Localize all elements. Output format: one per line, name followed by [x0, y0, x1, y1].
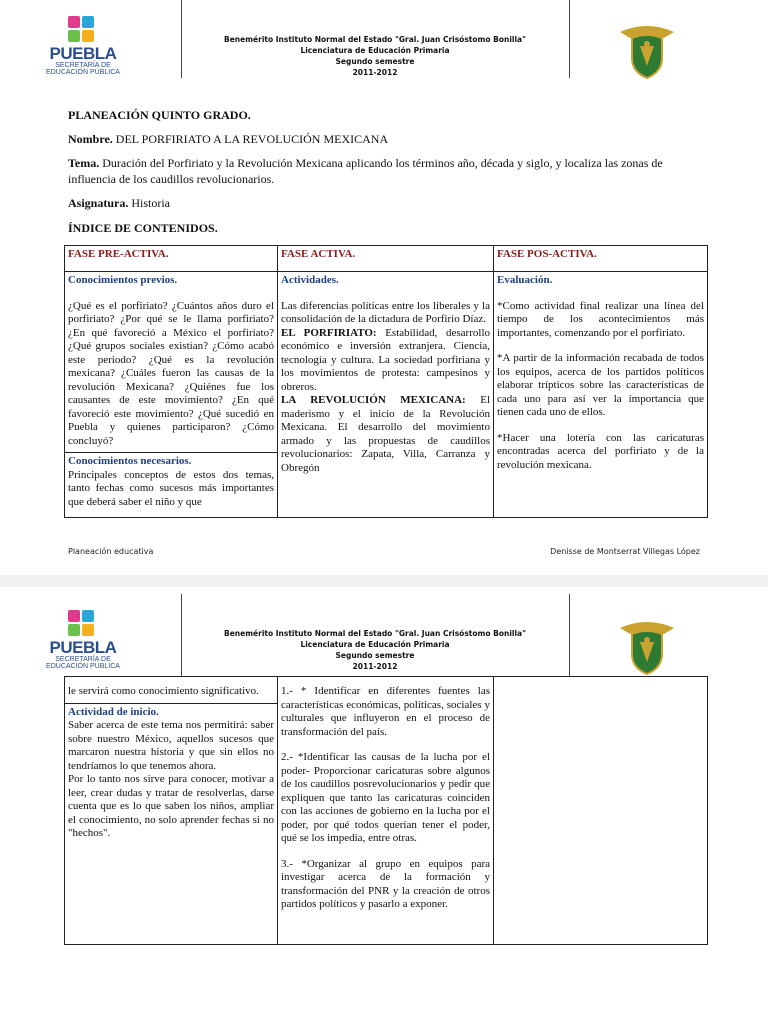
phase-pre-activa [65, 246, 278, 272]
logo-subtext-line1-2: SECRETARÍA DE [55, 656, 111, 663]
nombre-label: Nombre. [68, 132, 113, 146]
content-table-page2 [64, 676, 708, 945]
pre-activa-cell [65, 272, 278, 518]
header-degree-2: Licenciatura de Educación Primaria [300, 640, 450, 649]
phase-act-label: FASE ACTIVA. [281, 248, 356, 260]
conocimientos-previos-heading: Conocimientos previos. [68, 274, 178, 286]
conocimientos-previos-text: ¿Qué es el porfiriato? ¿Cuántos años duro el porfiriato? ¿Por qué se le llama porfiriato? ¿En qué favoreció a México el porfiriato? ¿Qué grupos sociales existían? ¿Cómo acabó este periodo? ¿Qué es la revolución mexicana? ¿Cuáles fueron las causas de la revolución Mexicana? ¿Quiénes fue los causantes de este movimiento? ¿En qué favoreció este movimiento? ¿Qué sucedió en Puebla y quienes participaron? ¿Cómo concluyó? [68, 299, 274, 447]
tema-value: Duración del Porfiriato y la Revolución Mexicana aplicando los términos año, década y siglo, y localiza las zonas de influencia de los caudillos revolucionarios. [68, 156, 663, 186]
phase-pre-label: FASE PRE-ACTIVA. [68, 248, 169, 260]
header-year-2: 2011-2012 [352, 662, 398, 671]
evaluacion-p2: *A partir de la información recabada de todos los equipos, acerca de los partidos políticos elaborar trípticos sobre las características de cada uno para así ver la importancia que tienen cada uno de ellos. [497, 352, 704, 418]
asignatura-line [68, 195, 170, 211]
actividad-inicio-p2: Por lo tanto nos sirve para conocer, motivar a leer, crear dudas y tratar de resolverlas, darse cuenta que es lo que saben los niños, ampliar el conocimiento, no solo aprender fechas si no "hechos". [68, 773, 274, 839]
logo-subtext-line2-2: EDUCACIÓN PÚBLICA [46, 663, 120, 670]
step-3: 3.- *Organizar al grupo en equipos para investigar acerca de la formación y transformación del PNR y la creación de otros partidos políticos y pasarlo a exponer. [281, 857, 490, 910]
pos-activa-cell-2 [494, 677, 708, 945]
evaluacion-p3: *Hacer una lotería con las caricaturas encontradas acerca del porfiriato y de la revolución mexicana. [497, 431, 704, 471]
phase-activa [278, 246, 494, 272]
header-divider-right [569, 0, 570, 78]
conocimientos-necesarios-text: Principales conceptos de estos dos temas, tanto fechas como sucesos más importantes que deberá saber el niño y que [68, 468, 274, 508]
page-2 [0, 588, 768, 1024]
porfiriato-label: EL PORFIRIATO: [281, 326, 377, 339]
actividades-p3 [281, 394, 490, 475]
nombre-value: DEL PORFIRIATO A LA REVOLUCIÓN MEXICANA [115, 132, 389, 146]
logo-subtext-line1: SECRETARÍA DE [55, 62, 111, 69]
revolucion-label: LA REVOLUCIÓN MEXICANA: [281, 394, 466, 406]
tema-label: Tema. [68, 156, 100, 170]
evaluacion-p1: *Como actividad final realizar una línea del tiempo de los acontecimientos más importantes, comenzando por el porfiriato. [497, 299, 704, 339]
logo-subtext-line2: EDUCACIÓN PÚBLICA [46, 69, 120, 76]
header-divider-left [181, 0, 182, 78]
institution-shield-icon [618, 22, 676, 80]
page-gap [0, 575, 768, 587]
tema-line [68, 155, 708, 187]
logo-text: PUEBLA [49, 44, 117, 63]
phase-pos-label: FASE POS-ACTIVA. [497, 248, 597, 260]
conocimientos-necesarios-heading: Conocimientos necesarios. [68, 455, 192, 467]
footer-left: Planeación educativa [68, 547, 154, 556]
phase-row [65, 246, 708, 272]
pre-activa-cell-2 [65, 677, 278, 945]
porfiriato-text: Estabilidad, desarrollo económico e inversión extranjera. Ciencia, tecnología y cultura. La sociedad porfiriana y los movimientos de protesta: campesinos y obreros. [281, 326, 490, 393]
actividad-inicio-p1: Saber acerca de este tema nos permitirá: saber sobre nuestro México, aquellos sucesos que marcaron nuestra historia y que sin ellos no tendríamos lo que tenemos ahora. [68, 719, 274, 772]
asignatura-label: Asignatura. [68, 196, 129, 210]
header-year: 2011-2012 [352, 68, 398, 77]
header-semester: Segundo semestre [335, 57, 415, 66]
step-1: 1.- * Identificar en diferentes fuentes las características económicas, políticas, sociales y culturales que influyeron en el proceso de transformación del país. [281, 685, 490, 738]
header-divider-right-2 [569, 594, 570, 676]
puebla-logo-2 [46, 606, 120, 676]
content-table-page1 [64, 245, 708, 518]
revolucion-text: El maderismo y el inicio de la Revolución Mexicana. El desarrollo del movimiento armado y las propuestas de caudillos revolucionarios: Zapata, Villa, Carranza y Obregón [281, 394, 490, 474]
evaluacion-heading: Evaluación. [497, 274, 553, 286]
header-text-2 [185, 628, 565, 672]
asignatura-value: Historia [131, 196, 171, 210]
header-semester-2: Segundo semestre [335, 651, 415, 660]
nombre-line [68, 131, 708, 147]
header-text [185, 34, 565, 78]
pos-activa-cell [494, 272, 708, 518]
content-row-2 [65, 677, 708, 945]
footer-right: Denisse de Montserrat Villegas López [550, 547, 700, 556]
header-institution-2: Benemérito Instituto Normal del Estado "Gral. Juan Crisóstomo Bonilla" [223, 629, 527, 638]
step-2: 2.- *Identificar las causas de la lucha por el poder- Proporcionar caricaturas sobre algunos de los caudillos posrevolucionarios y pedir que expliquen que tanto las caricaturas coinciden con las acciones de gobierno en la lucha por el poder, por qué todos querían tener el poder, qué se los impedía, entre otras. [281, 751, 490, 844]
page-title: PLANEACIÓN QUINTO GRADO. [68, 108, 251, 122]
conocimientos-necesarios-box [65, 452, 277, 511]
indice-heading: ÍNDICE DE CONTENIDOS. [68, 221, 218, 235]
col1-continuation: le servirá como conocimiento significativo. [68, 685, 259, 697]
header-institution: Benemérito Instituto Normal del Estado "Gral. Juan Crisóstomo Bonilla" [223, 35, 527, 44]
institution-shield-icon-2 [618, 618, 676, 676]
actividad-inicio-box [65, 703, 277, 843]
header-divider-left-2 [181, 594, 182, 676]
header-degree: Licenciatura de Educación Primaria [300, 46, 450, 55]
activa-cell [278, 272, 494, 518]
actividades-p2 [281, 327, 490, 395]
content-row [65, 272, 708, 518]
puebla-logo [46, 12, 120, 82]
actividades-heading: Actividades. [281, 274, 339, 286]
logo-text-2: PUEBLA [49, 638, 117, 657]
activa-cell-2 [278, 677, 494, 945]
actividades-p1: Las diferencias políticas entre los liberales y la consolidación de la dictadura de Porfirio Díaz. [281, 299, 490, 325]
phase-pos-activa [494, 246, 708, 272]
actividad-inicio-heading: Actividad de inicio. [68, 705, 159, 718]
